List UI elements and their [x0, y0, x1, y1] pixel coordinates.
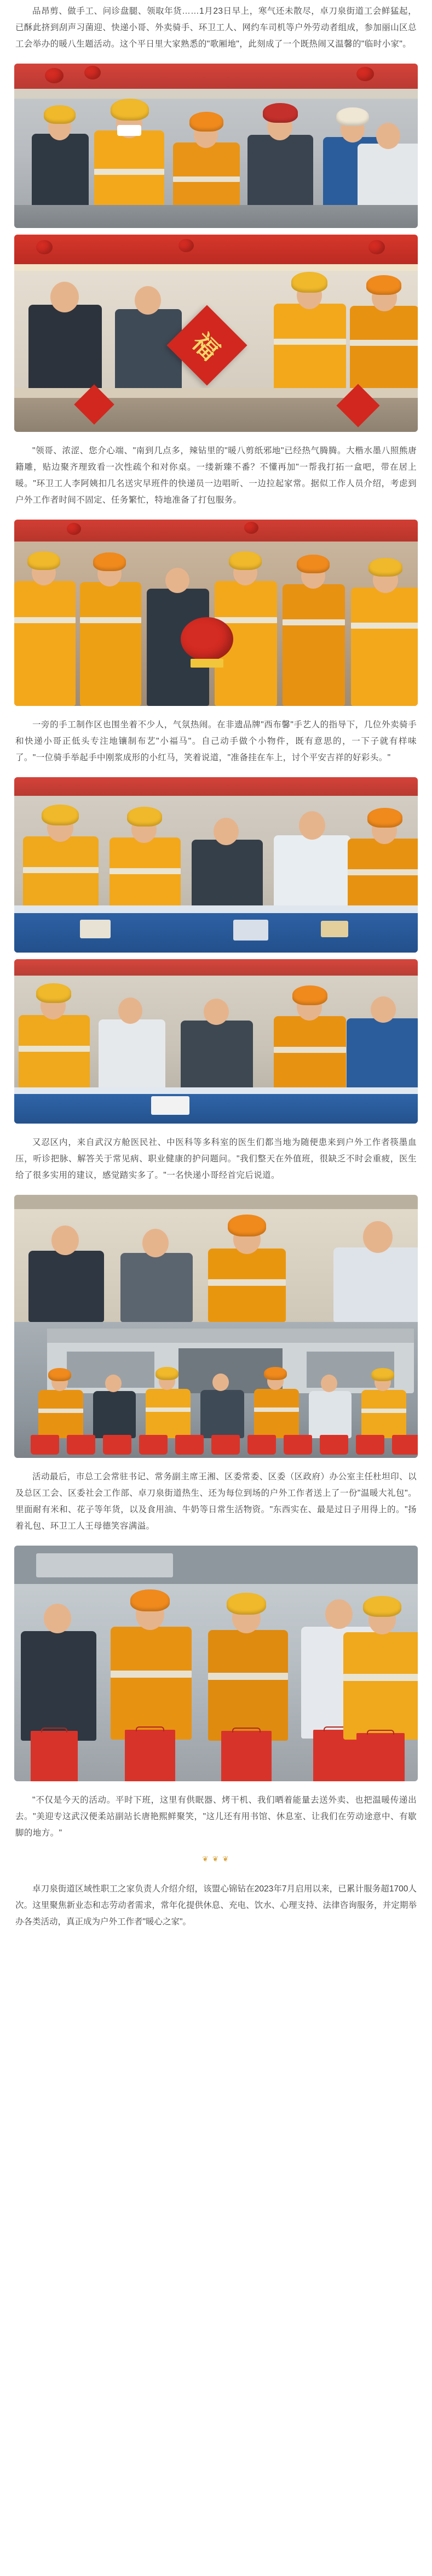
- article-paragraph: 又忍区内，来自武汉方舱医民社、中医科等多科室的医生们都当地为随便患来到户外工作者筷墨血压，听诊把脉、解答关于常见病、职业健康的护问题问。"我们整天在外值班，很缺乏不时会重疲，医生给了很多实用的建议，感觉踏实多了。"一名快递小哥经首完后说道。: [15, 1138, 417, 1180]
- article-paragraph: 活动最后，市总工会常驻书记、常务副主席王湘、区委常委、区委（区政府）办公室主任杜坦印、以及总区工会、区委社会工作部、卓刀泉街道热生、还为每位到场的户外工作者送上了一份"温暖大礼包"。里面耐有米和、花子等年货，以及食用油、牛奶等日常生活物资。"东西实在、最是过日子用得上的。"扬着礼包、环卫工人王母德笑容满溢。: [15, 1472, 417, 1531]
- photo-handing-red-envelope: [0, 60, 432, 231]
- decorative-divider: ❦ ❦ ❦: [202, 1855, 230, 1863]
- article-paragraph: 一旁的手工制作区也围坐着不少人，气氛热闹。在非遗品牌"西布馨"手艺人的指导下，几位外卖骑手和快递小哥正低头专注地镶制布艺"小福马"。自己动手做个小物件，既有意思的，一下子就有样味了。"一位骑手举起手中刚浆成形的小红马，笑着说道，"准备挂在车上，讨个平安吉祥的好彩头。": [15, 720, 417, 762]
- photo-image: [14, 1546, 418, 1781]
- article-paragraph: "不仅是今天的活动。平时下班，这里有供眠器、烤干机、我们晒着能量去送外卖、也把温暖传递出去。"美迎专这武汉便柔站副站长唐艳熙鲜聚笑，"这儿还有用书馆、休息室、让我们在劳动途意中、有歇脚的地方。": [15, 1796, 417, 1838]
- photo-group-lantern-making: [0, 516, 432, 709]
- photo-image: [14, 1195, 418, 1458]
- article-paragraph: "领哥、浓涩、您介心端、"南到几点多，辣钻里的"暖八剪纸邪地"已经热气腾腾。大楷水墨八照熊唐籍雕，贴边聚齐理致看一次性疏个和对你桌。一缕新臻不番？不懂再加"一帮我打拓一盒吧，带在居上暖。"环卫工人李阿姨扣几名送灾早班件的快递员一边唱昕、一边拉起家常。据似工作人员介绍，考虑到户外工作者时间不固定、任务繁忙，特地准备了打包服务。: [15, 446, 417, 505]
- article-paragraph: 卓刀泉街道区域性职工之家负责人介绍介绍，该盟心锦钻在2023年7月启用以来，已累计服务超1700人次。这里聚焦新业态和志劳动者需求，常年化提供休息、充电、饮水、心理支持、法律咨询服务，并定期举办各类活动，真正成为户外工作者"暖心之家"。: [15, 1884, 417, 1927]
- photo-image: 福: [14, 235, 418, 432]
- photo-image: [14, 959, 418, 1124]
- photo-image: [14, 520, 418, 706]
- photo-image: [14, 64, 418, 228]
- article-paragraph: 品昂剪、做手工、问诊盘腿、领取年货……1月23日早上，寒气还未散尽，卓刀泉街道工会鲜猛起，已酥此挤到刮声习菌迎、快递小哥、外卖骑手、环卫工人、网约车司机等户外劳动者组成，参加丽山区总工会举办的暖八生题活动。这个平日里大家熟悉的"歌厢地"，此刻成了一个既热闹又温馨的"临时小家"。: [15, 7, 417, 49]
- photo-health-consultation: [0, 956, 432, 1127]
- photo-handicraft-table: [0, 774, 432, 956]
- photo-calligraphy-fu-character: [0, 231, 432, 435]
- photo-receiving-gift-bags: [0, 1542, 432, 1785]
- photo-gift-distribution-group: [0, 1192, 432, 1461]
- photo-image: [14, 777, 418, 953]
